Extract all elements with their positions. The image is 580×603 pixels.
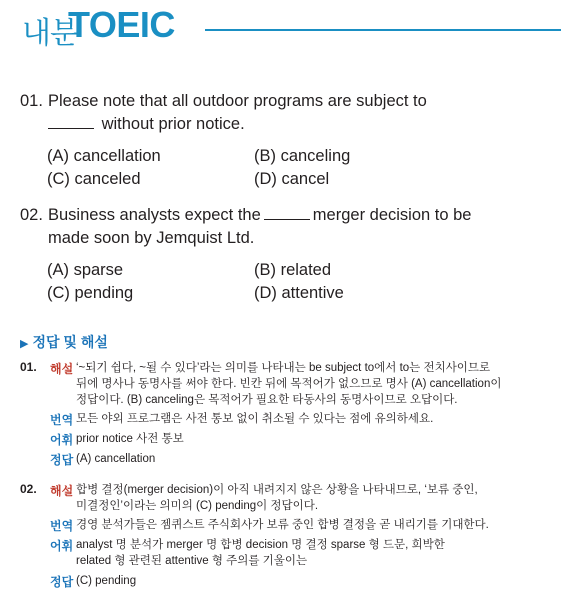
brand-prefix: 내분 bbox=[22, 16, 78, 51]
explanation-1-haeseol bbox=[76, 360, 556, 408]
question-2-stem-line2: made soon by Jemquist Ltd. bbox=[48, 229, 255, 247]
explanation-1-haeseol-label: 해설 bbox=[50, 362, 74, 376]
explanation-2-haeseol-label: 해설 bbox=[50, 484, 74, 498]
question-1 bbox=[20, 90, 427, 136]
question-2 bbox=[20, 204, 471, 250]
q1-option-b: (B) canceling bbox=[254, 147, 351, 165]
header-rule bbox=[205, 29, 561, 31]
explanation-2-eohwi-label: 어휘 bbox=[50, 539, 74, 553]
explanation-1-jeongdap-label: 정답 bbox=[50, 453, 74, 467]
explanation-1-beonyeok-label: 번역 bbox=[50, 413, 74, 427]
explanation-1-line: ‘~되기 쉽다, ~될 수 있다’라는 의미를 나타내는 be subject to에서 to는 전치사이므로 bbox=[76, 362, 491, 374]
explanation-2-line: 합병 결정(merger decision)이 아직 내려지지 않은 상황을 나타내므로, ‘보류 중인, bbox=[76, 484, 478, 496]
explanation-1-line: 정답이다. (B) canceling은 목적어가 필요한 타동사의 동명사이므로 오답이다. bbox=[76, 394, 458, 406]
explanation-1-line: 뒤에 명사나 동명사를 써야 한다. 빈칸 뒤에 목적어가 없으므로 명사 (A) cancellation이 bbox=[76, 378, 502, 390]
explanation-2-eohwi bbox=[76, 537, 556, 569]
question-1-stem-line1: Please note that all outdoor programs are subject to bbox=[48, 92, 427, 110]
question-1-number: 01. bbox=[20, 92, 43, 110]
q2-option-a: (A) sparse bbox=[47, 261, 124, 279]
explanation-2-beonyeok-label: 번역 bbox=[50, 519, 74, 533]
question-2-stem-before: Business analysts expect the bbox=[48, 206, 261, 224]
triangle-right-icon: ▶ bbox=[20, 338, 29, 350]
q1-option-a: (A) cancellation bbox=[47, 147, 161, 165]
explanation-2-line: 미결정인’이라는 의미의 (C) pending이 정답이다. bbox=[76, 500, 319, 512]
answers-section-title bbox=[20, 332, 108, 352]
explanation-2-jeongdap-label: 정답 bbox=[50, 575, 74, 589]
page-header bbox=[20, 4, 565, 51]
explanation-1-beonyeok: 모든 야외 프로그램은 사전 통보 없이 취소될 수 있다는 점에 유의하세요. bbox=[76, 413, 434, 425]
q1-option-c: (C) canceled bbox=[47, 170, 141, 188]
explanation-2-haeseol bbox=[76, 482, 556, 514]
explanation-1-number: 01. bbox=[20, 360, 37, 374]
q2-option-b: (B) related bbox=[254, 261, 332, 279]
q1-option-d: (D) cancel bbox=[254, 170, 330, 188]
question-2-number: 02. bbox=[20, 206, 43, 224]
question-1-stem-line2: without prior notice. bbox=[101, 115, 245, 133]
explanation-2-number: 02. bbox=[20, 482, 37, 496]
explanation-2-eohwi-line: analyst 명 분석가 merger 명 합병 decision 명 결정 sparse 형 드문, 희박한 bbox=[76, 539, 445, 551]
answers-section-label: 정답 및 해설 bbox=[32, 334, 108, 350]
explanation-2-jeongdap: (C) pending bbox=[76, 575, 137, 587]
explanation-1-eohwi-label: 어휘 bbox=[50, 433, 74, 447]
answer-blank bbox=[264, 205, 310, 220]
explanation-2-eohwi-line: related 형 관련된 attentive 형 주의를 기울이는 bbox=[76, 555, 308, 567]
question-2-stem-after: merger decision to be bbox=[312, 206, 472, 224]
answer-blank bbox=[48, 114, 94, 129]
explanation-2-beonyeok: 경영 분석가들은 젬퀴스트 주식회사가 보류 중인 합병 결정을 곧 내리기를 기대한다. bbox=[76, 519, 489, 531]
explanation-1-eohwi: prior notice 사전 통보 bbox=[76, 433, 184, 445]
brand-title: TOEIC bbox=[68, 4, 175, 45]
q2-option-c: (C) pending bbox=[47, 284, 134, 302]
q2-option-d: (D) attentive bbox=[254, 284, 344, 302]
explanation-1-jeongdap: (A) cancellation bbox=[76, 453, 156, 465]
